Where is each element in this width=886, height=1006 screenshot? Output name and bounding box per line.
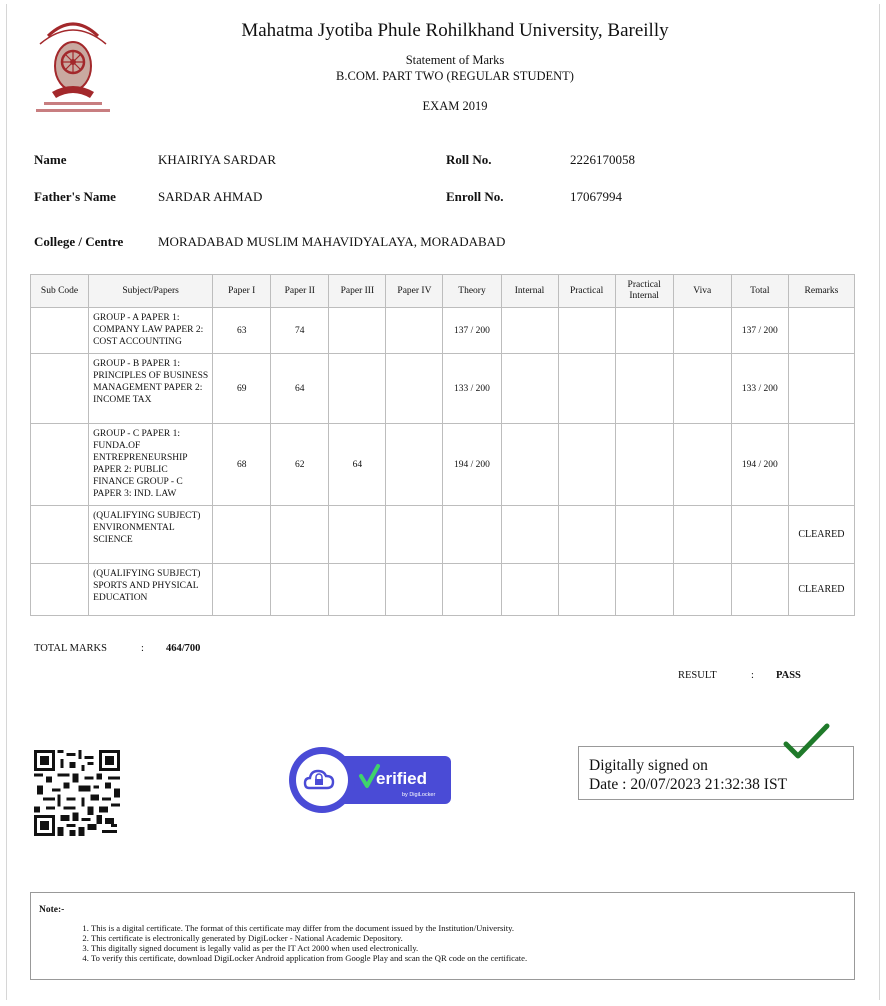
cell-practical: [558, 354, 615, 424]
cell-code: [31, 354, 89, 424]
col-sub-code: Sub Code: [31, 275, 89, 308]
cell-viva: [673, 506, 731, 564]
col-practical: Practical: [558, 275, 615, 308]
total-marks-label: TOTAL MARKS: [34, 643, 107, 654]
col-practical-internal: Practical Internal: [615, 275, 673, 308]
table-row: [31, 308, 855, 354]
cell-code: [31, 564, 89, 616]
verified-badge-sub: by DigiLocker: [402, 792, 436, 798]
signed-date: Date : 20/07/2023 21:32:38 IST: [589, 776, 788, 793]
col-viva: Viva: [673, 275, 731, 308]
result-label: RESULT: [678, 670, 717, 681]
note-item: 2. This certificate is electronically generated by DigiLocker - National Academic Depository.: [91, 933, 851, 943]
course-title: B.COM. PART TWO (REGULAR STUDENT): [336, 69, 574, 83]
note-item: 3. This digitally signed document is legally valid as per the IT Act 2000 when used electronically.: [91, 943, 851, 953]
total-marks-colon: :: [141, 643, 144, 654]
cell-code: [31, 308, 89, 354]
result-colon: :: [751, 670, 754, 681]
cell-remarks: [788, 354, 854, 424]
cell-viva: [673, 308, 731, 354]
cell-paper-3: 64: [329, 424, 386, 506]
col-remarks: Remarks: [788, 275, 854, 308]
notes-box: [30, 892, 855, 980]
cell-remarks: [788, 424, 854, 506]
result-value: PASS: [776, 670, 801, 681]
cell-practical-internal: [615, 424, 673, 506]
statement-title: Statement of Marks: [405, 53, 505, 67]
cell-theory: 133 / 200: [443, 354, 501, 424]
col-subject: Subject/Papers: [89, 275, 213, 308]
cell-total: [731, 564, 788, 616]
table-row: [31, 564, 855, 616]
green-checkmark-icon: [782, 722, 830, 762]
cell-practical-internal: [615, 564, 673, 616]
roll-number: 2226170058: [570, 152, 635, 167]
note-item: 4. To verify this certificate, download DigiLocker Android application from Google Play and scan the QR code on the certificate.: [91, 953, 851, 963]
cell-practical: [558, 506, 615, 564]
cell-practical: [558, 424, 615, 506]
college-name: MORADABAD MUSLIM MAHAVIDYALAYA, MORADABAD: [158, 234, 506, 249]
qr-code-icon: [34, 750, 120, 836]
col-paper-4: Paper IV: [386, 275, 443, 308]
signed-on-label: Digitally signed on: [589, 757, 708, 774]
col-theory: Theory: [443, 275, 501, 308]
cell-subject: (QUALIFYING SUBJECT) ENVIRONMENTAL SCIENCE: [89, 506, 213, 564]
col-paper-1: Paper I: [213, 275, 271, 308]
university-name: Mahatma Jyotiba Phule Rohilkhand University, Bareilly: [241, 20, 669, 41]
col-total: Total: [731, 275, 788, 308]
cell-paper-2: [271, 506, 329, 564]
cell-internal: [501, 424, 558, 506]
cell-paper-1: [213, 506, 271, 564]
cell-paper-4: [386, 506, 443, 564]
cell-viva: [673, 424, 731, 506]
cell-internal: [501, 308, 558, 354]
cell-subject: GROUP - C PAPER 1: FUNDA.OF ENTREPRENEURSHIP PAPER 2: PUBLIC FINANCE GROUP - C PAPER 3: IND. LAW: [89, 424, 213, 506]
exam-year: EXAM 2019: [422, 99, 488, 113]
cell-code: [31, 506, 89, 564]
enroll-label: Enroll No.: [446, 189, 504, 204]
cell-theory: [443, 506, 501, 564]
cell-viva: [673, 354, 731, 424]
cell-practical-internal: [615, 354, 673, 424]
total-marks-value: 464/700: [166, 643, 201, 654]
cell-paper-2: [271, 564, 329, 616]
marks-table: [30, 274, 855, 616]
cell-paper-3: [329, 564, 386, 616]
cell-paper-3: [329, 308, 386, 354]
cell-subject: GROUP - B PAPER 1: PRINCIPLES OF BUSINESS MANAGEMENT PAPER 2: INCOME TAX: [89, 354, 213, 424]
student-name: KHAIRIYA SARDAR: [158, 152, 277, 167]
statement-heading: [160, 52, 750, 84]
notes-list: [69, 923, 851, 963]
cell-remarks: [788, 308, 854, 354]
university-seal-icon: [30, 14, 116, 114]
cell-internal: [501, 354, 558, 424]
col-internal: Internal: [501, 275, 558, 308]
col-paper-2: Paper II: [271, 275, 329, 308]
name-label: Name: [34, 152, 67, 167]
cell-paper-4: [386, 308, 443, 354]
note-item: 1. This is a digital certificate. The format of this certificate may differ from the document issued by the Institution/University.: [91, 923, 851, 933]
table-header-row: [31, 275, 855, 308]
college-label: College / Centre: [34, 234, 124, 249]
cell-total: 137 / 200: [731, 308, 788, 354]
cell-paper-4: [386, 354, 443, 424]
cell-theory: 194 / 200: [443, 424, 501, 506]
cell-total: 194 / 200: [731, 424, 788, 506]
cell-paper-3: [329, 354, 386, 424]
enroll-number: 17067994: [570, 189, 622, 204]
cell-paper-1: 68: [213, 424, 271, 506]
cell-viva: [673, 564, 731, 616]
col-paper-3: Paper III: [329, 275, 386, 308]
cell-remarks: CLEARED: [788, 564, 854, 616]
cell-theory: [443, 564, 501, 616]
cell-paper-2: 74: [271, 308, 329, 354]
cell-paper-2: 64: [271, 354, 329, 424]
cell-paper-1: 63: [213, 308, 271, 354]
cell-remarks: CLEARED: [788, 506, 854, 564]
notes-title: Note:-: [39, 905, 65, 915]
roll-label: Roll No.: [446, 152, 492, 167]
table-row: [31, 424, 855, 506]
cell-total: [731, 506, 788, 564]
cell-paper-1: 69: [213, 354, 271, 424]
digilocker-verified-badge: [287, 745, 453, 815]
father-label: Father's Name: [34, 189, 116, 204]
verified-badge-text: erified: [376, 769, 428, 788]
cell-practical-internal: [615, 308, 673, 354]
cell-internal: [501, 506, 558, 564]
father-name: SARDAR AHMAD: [158, 189, 263, 204]
cell-internal: [501, 564, 558, 616]
cell-paper-3: [329, 506, 386, 564]
cell-practical: [558, 308, 615, 354]
cell-total: 133 / 200: [731, 354, 788, 424]
cell-practical: [558, 564, 615, 616]
cell-practical-internal: [615, 506, 673, 564]
cell-theory: 137 / 200: [443, 308, 501, 354]
cell-subject: (QUALIFYING SUBJECT) SPORTS AND PHYSICAL EDUCATION: [89, 564, 213, 616]
cell-paper-2: 62: [271, 424, 329, 506]
cell-paper-4: [386, 564, 443, 616]
cell-code: [31, 424, 89, 506]
cell-paper-1: [213, 564, 271, 616]
table-row: [31, 506, 855, 564]
cell-subject: GROUP - A PAPER 1: COMPANY LAW PAPER 2: COST ACCOUNTING: [89, 308, 213, 354]
cell-paper-4: [386, 424, 443, 506]
table-row: [31, 354, 855, 424]
